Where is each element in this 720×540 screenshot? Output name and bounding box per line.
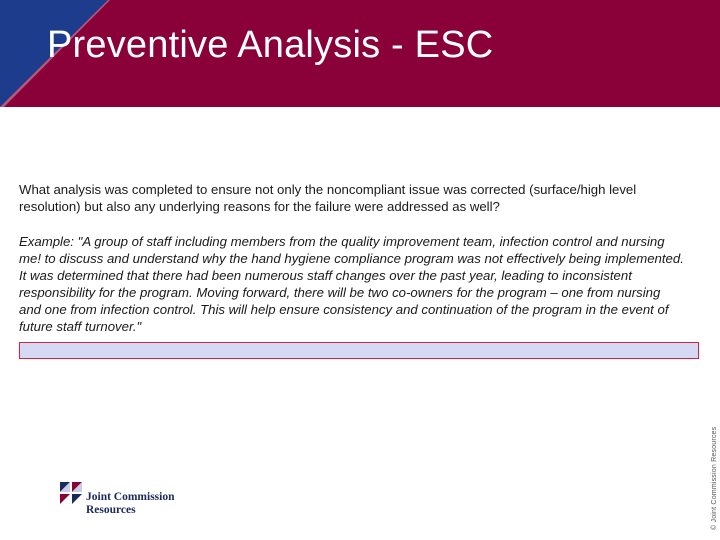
example-text: Example: "A group of staff including members from the quality improvement team, infection control and nursing me! to discuss and understand why the hand hygiene compliance program was not effectively being implemented. It was determined that there had been numerous staff changes over the past year, leading to inconsistent responsibility for the program. Moving forward, there will be two co-owners for the program – one from nursing and one from infection control. This will help ensure consistency and continuation of the program in the event of future staff turnover." (19, 234, 684, 334)
question-text: What analysis was completed to ensure not only the noncompliant issue was corrected (surface/high level resolution) but also any underlying reasons for the failure were addressed as well? (19, 182, 637, 214)
logo-line-1: Joint Commission (86, 491, 175, 503)
slide-title: Preventive Analysis - ESC (47, 24, 494, 66)
logo-star-icon (58, 480, 86, 508)
copyright-notice: © Joint Commission Resources (711, 426, 718, 530)
logo-wordmark (86, 491, 175, 517)
header-banner (0, 0, 720, 107)
logo-line-2: Resources (86, 504, 136, 516)
joint-commission-logo (58, 480, 208, 520)
answer-input-field[interactable] (19, 342, 699, 359)
